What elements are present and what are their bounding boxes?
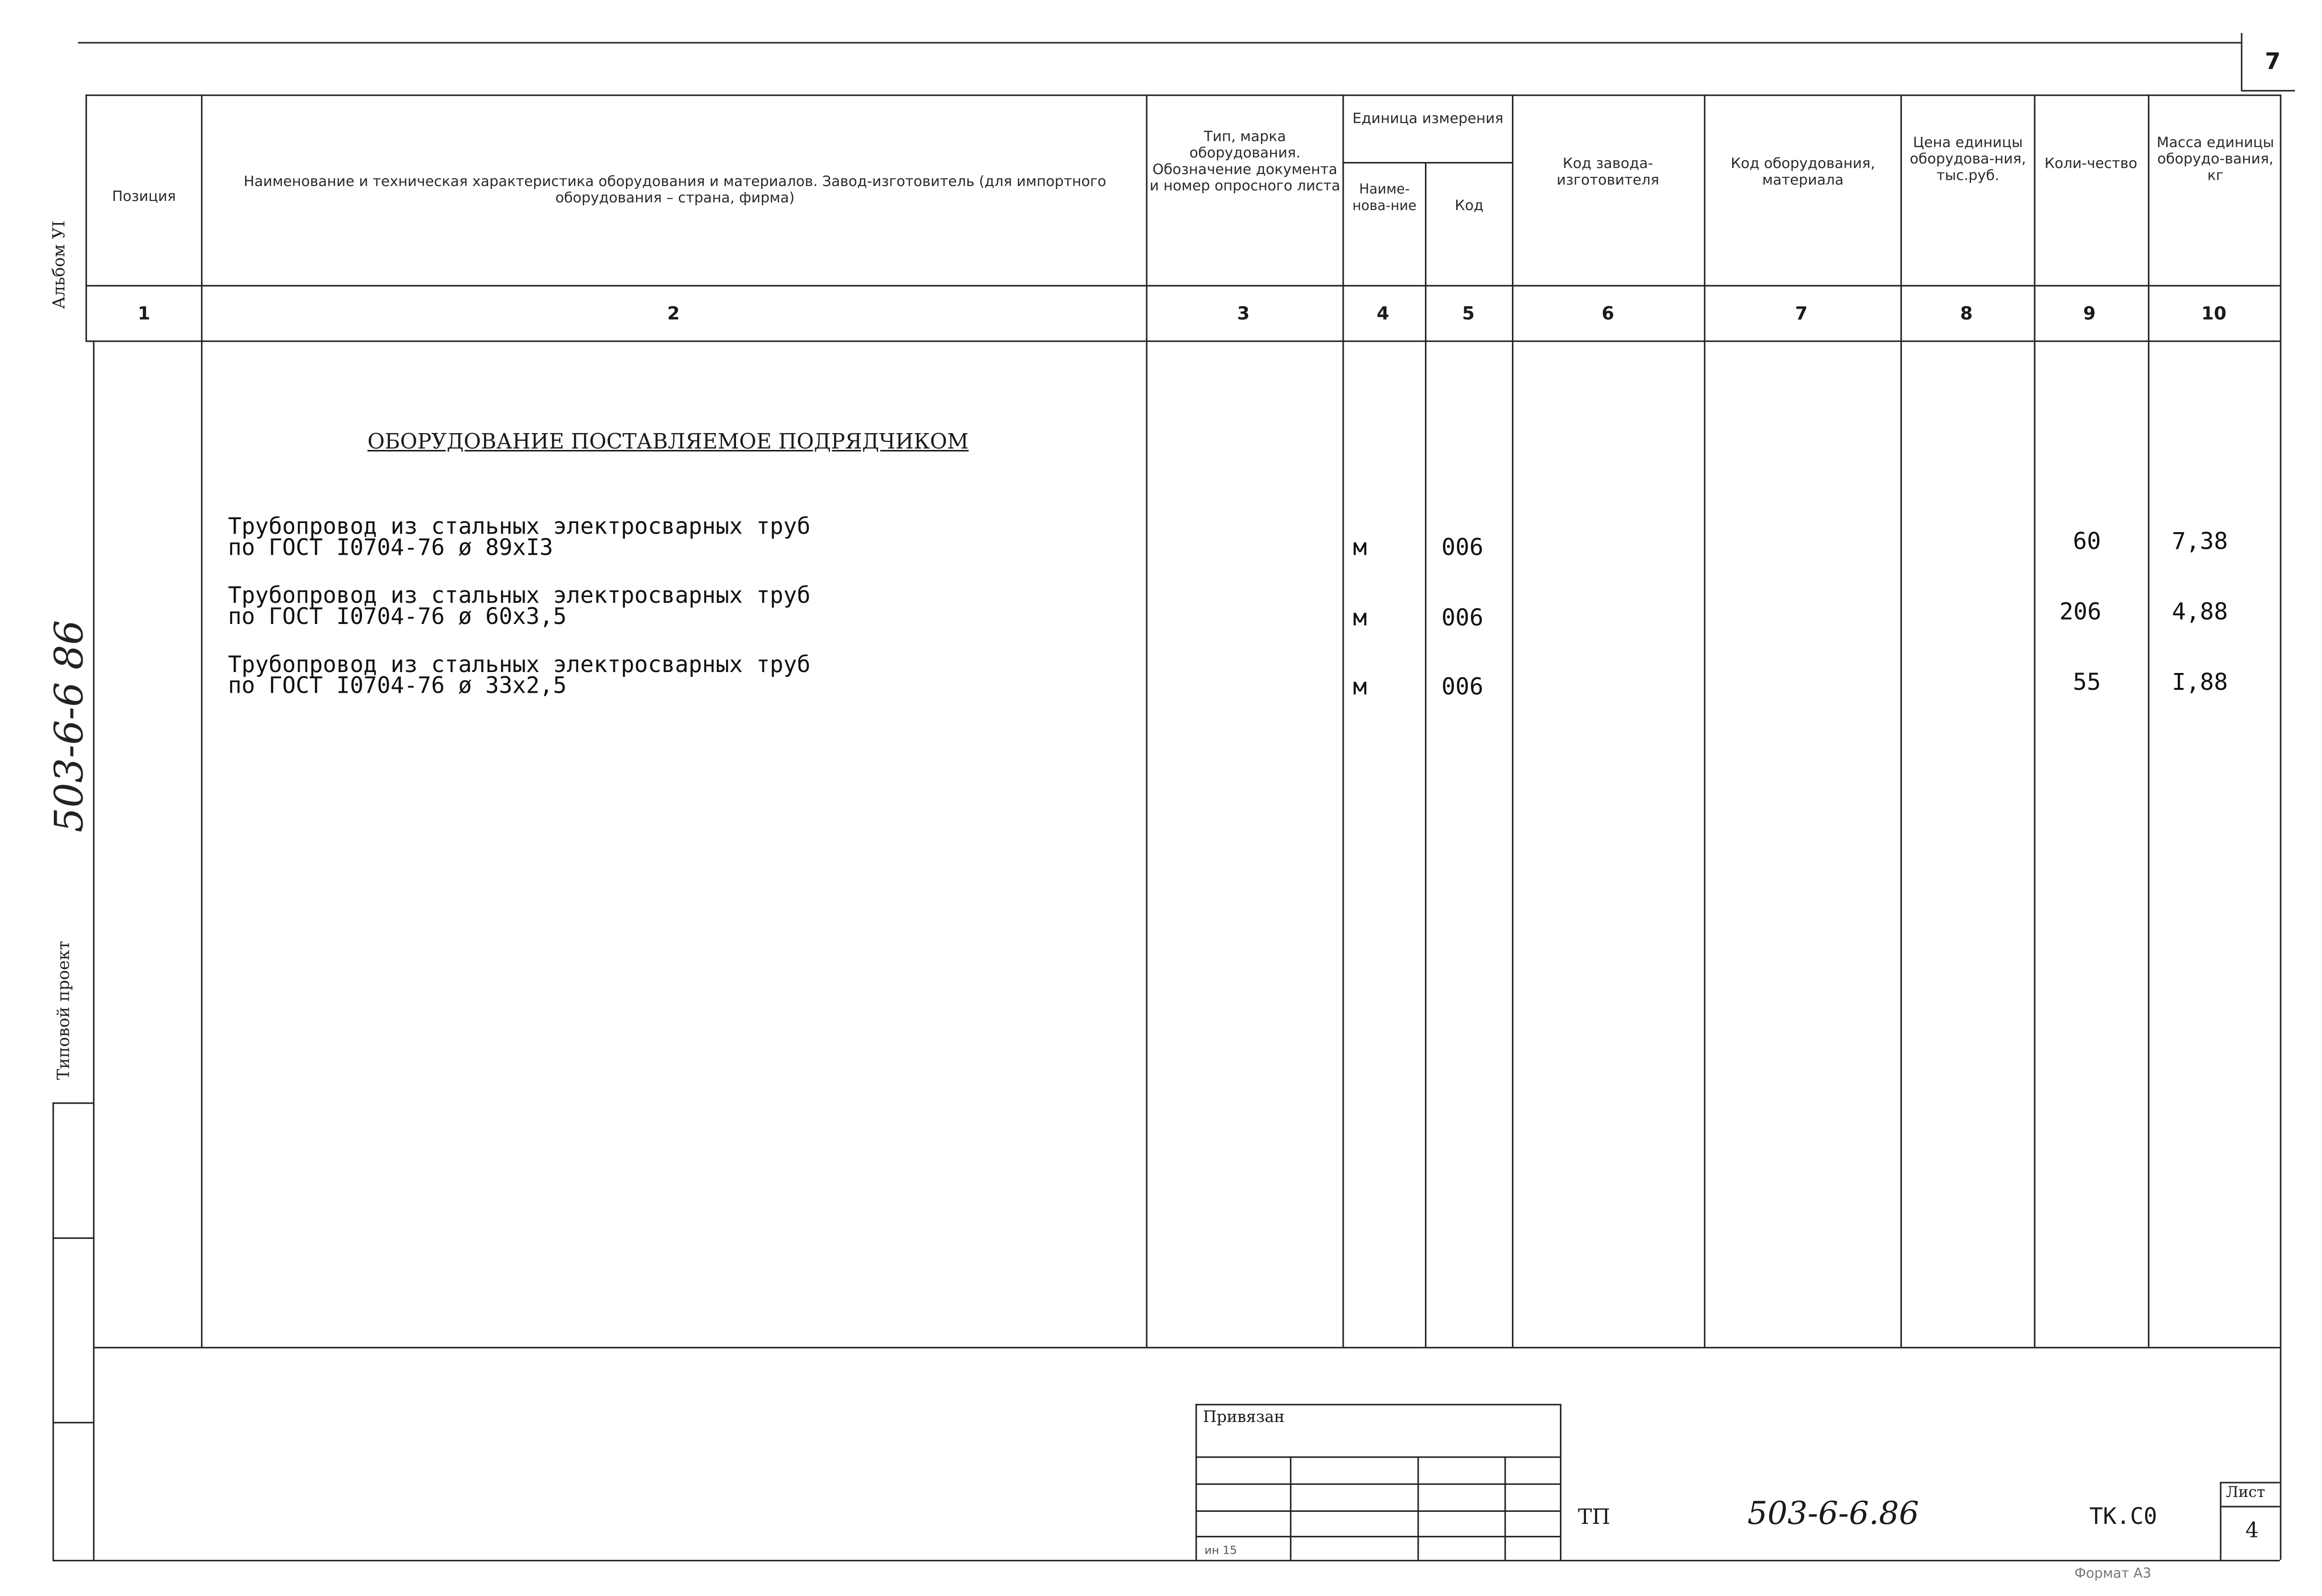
- col-line-7: [1900, 95, 1902, 1347]
- body-bottom: [93, 1347, 2280, 1348]
- sheet-bottom: [52, 1560, 2280, 1561]
- sheet-box-top: [2220, 1482, 2280, 1484]
- row-3-unit-code: 006: [1441, 673, 1484, 701]
- unit-group-divider: [1342, 162, 1512, 163]
- row-3-mass: I,88: [2172, 669, 2228, 696]
- col-line-3: [1342, 95, 1344, 1347]
- col-line-5: [1512, 95, 1513, 1347]
- col-line-10: [2280, 95, 2281, 1560]
- page-number-box-bottom: [2241, 90, 2295, 91]
- page-number-box-left: [2241, 33, 2242, 90]
- col-num-10: 10: [2201, 303, 2227, 324]
- row-3-description-line-1: Трубопровод из стальных электросварных труб: [228, 651, 811, 678]
- side-strip-top: [52, 1102, 93, 1104]
- col-line-4: [1425, 162, 1426, 1347]
- col-num-9: 9: [2083, 303, 2096, 324]
- header-unit-code: Код: [1455, 198, 1484, 215]
- side-strip-line: [52, 1102, 54, 1560]
- stamp-col-1: [1290, 1457, 1291, 1560]
- table-top: [86, 95, 2280, 96]
- stamp-document-code: 503-6-6.86: [1747, 1495, 1919, 1532]
- col-line-0: [86, 95, 87, 341]
- col-num-7: 7: [1795, 303, 1808, 324]
- col-line-6: [1704, 95, 1705, 1347]
- col-line-8: [2034, 95, 2035, 1347]
- stamp-inv-note: ин 15: [1204, 1543, 1237, 1557]
- top-border: [78, 42, 2241, 43]
- col-line-0b: [93, 340, 94, 1560]
- row-2-unit: м: [1353, 604, 1367, 632]
- header-position: Позиция: [112, 189, 176, 206]
- col-num-4: 4: [1376, 303, 1389, 324]
- col-line-1: [201, 95, 202, 1347]
- header-type: Тип, марка оборудования. Обозначение документа и номер опросного листа: [1149, 129, 1340, 195]
- section-title: ОБОРУДОВАНИЕ ПОСТАВЛЯЕМОЕ ПОДРЯДЧИКОМ: [367, 430, 969, 455]
- stamp-col-2: [1417, 1457, 1419, 1560]
- header-equipment-code: Код оборудования, материала: [1731, 156, 1875, 189]
- row-1-quantity: 60: [2072, 528, 2101, 555]
- stamp-sheet-code: ТК.С0: [2089, 1503, 2158, 1530]
- row-2-description-line-1: Трубопровод из стальных электросварных труб: [228, 582, 811, 609]
- sheet-box-mid: [2220, 1506, 2280, 1507]
- row-1-mass: 7,38: [2172, 528, 2228, 555]
- format-label: Формат А3: [2074, 1567, 2151, 1583]
- stamp-col-3: [1504, 1457, 1506, 1560]
- col-line-9: [2148, 95, 2149, 1347]
- row-1-description-line-2: по ГОСТ I0704-76 ø 89хI3: [228, 534, 553, 561]
- album-label: Альбом УI: [49, 220, 69, 309]
- row-3-quantity: 55: [2072, 669, 2101, 696]
- stamp-linked-label: Привязан: [1203, 1408, 1285, 1427]
- stamp-right: [1560, 1404, 1561, 1559]
- col-line-2: [1146, 95, 1148, 1347]
- header-name: Наименование и техническая характеристика оборудования и материалов. Завод-изготовитель (для импортного оборудования – страна, фирма): [243, 174, 1107, 207]
- header-unit-name: Наиме-нова-ние: [1352, 183, 1417, 215]
- col-num-8: 8: [1960, 303, 1973, 324]
- header-price: Цена единицы оборудова-ния, тыс.руб.: [1910, 135, 2026, 185]
- standard-project-label: Типовой проект: [54, 941, 74, 1080]
- header-unit-group: Единица измерения: [1352, 111, 1504, 128]
- col-num-3: 3: [1237, 303, 1250, 324]
- numbers-row-bottom: [86, 340, 2280, 342]
- header-quantity: Коли-чество: [2044, 156, 2137, 173]
- row-1-unit: м: [1353, 534, 1367, 561]
- stamp-tp-label: ТП: [1578, 1506, 1610, 1530]
- header-mass: Масса единицы оборудо-вания, кг: [2157, 135, 2274, 185]
- row-2-description-line-2: по ГОСТ I0704-76 ø 60х3,5: [228, 603, 567, 630]
- row-3-unit: м: [1353, 673, 1367, 701]
- row-2-unit-code: 006: [1441, 604, 1484, 632]
- header-factory-code: Код завода-изготовителя: [1557, 156, 1660, 189]
- col-num-6: 6: [1601, 303, 1614, 324]
- row-2-quantity: 206: [2059, 598, 2102, 626]
- page-number: 7: [2265, 48, 2281, 75]
- row-2-mass: 4,88: [2172, 598, 2228, 626]
- side-strip-div-2: [52, 1422, 93, 1423]
- col-num-1: 1: [137, 303, 150, 324]
- row-3-description-line-2: по ГОСТ I0704-76 ø 33х2,5: [228, 672, 567, 699]
- sheet-label: Лист: [2226, 1484, 2265, 1502]
- project-code-handwritten: 503-6-6 86: [48, 620, 93, 833]
- side-strip-div-1: [52, 1237, 93, 1239]
- sheet-number: 4: [2245, 1519, 2259, 1544]
- stamp-top: [1196, 1404, 1560, 1405]
- sheet-box-left: [2220, 1482, 2222, 1560]
- row-1-unit-code: 006: [1441, 534, 1484, 561]
- col-num-2: 2: [667, 303, 680, 324]
- header-bottom: [86, 285, 2280, 287]
- row-1-description-line-1: Трубопровод из стальных электросварных труб: [228, 513, 811, 540]
- col-num-5: 5: [1462, 303, 1475, 324]
